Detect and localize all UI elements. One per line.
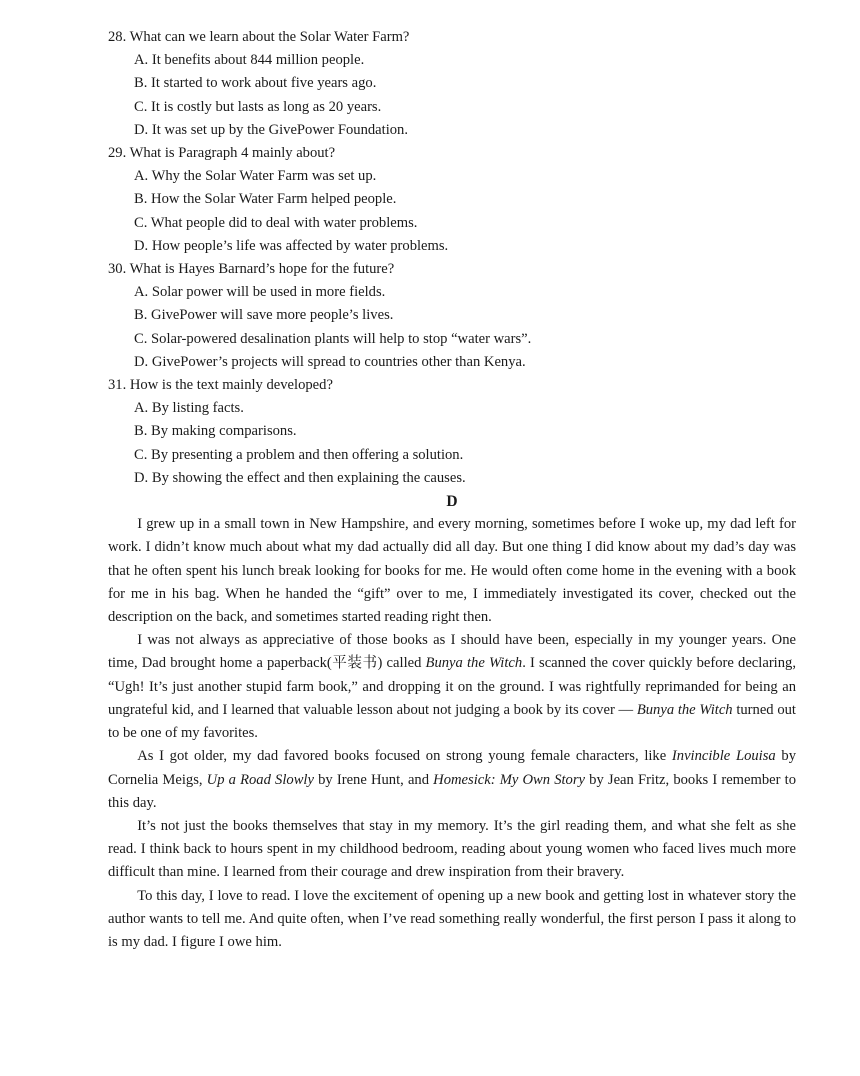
- option-b: B. By making comparisons.: [134, 423, 297, 440]
- text-run: As I got older, my dad favored books focused on strong young female characters, like: [137, 748, 672, 765]
- option-a: A. Solar power will be used in more fields.: [134, 284, 386, 301]
- option-a: A. Why the Solar Water Farm was set up.: [134, 168, 377, 185]
- text-run: by Cornelia Meigs,: [108, 748, 796, 788]
- passage-paragraph-4: It’s not just the books themselves that stay in my memory. It’s the girl reading them, and what she felt as she read. I think back to hours spent in my childhood bedroom, reading about young women who faced lives much more difficult than mine. I learned from their courage and drew inspiration from their bravery.: [108, 817, 796, 881]
- text-run: by Jean Fritz, books I remember to this day.: [108, 771, 796, 811]
- option-c: C. Solar-powered desalination plants will help to stop “water wars”.: [134, 330, 532, 347]
- text-run: . I scanned the cover quickly before declaring, “Ugh! It’s just another stupid farm book,” and dropping it on the ground. I was rightfully reprimanded for being an ungrateful kid, and I learned that valuable lesson about not judging a book by its cover —: [108, 655, 796, 718]
- option-b: B. It started to work about five years ago.: [134, 75, 377, 92]
- book-title: Bunya the Witch: [636, 701, 733, 718]
- passage-paragraph-1: I grew up in a small town in New Hampshire, and every morning, sometimes before I woke up, my dad left for work. I didn’t know much about what my dad actually did all day. But one thing I did know about my dad’s day was that he often spent his lunch break looking for books for me. He would often come home in the evening with a book for me in his bag. When he handed the “gift” over to me, I immediately investigated its cover, checked out the description on the back, and sometimes started reading right then.: [108, 516, 796, 626]
- question-30: [108, 258, 796, 374]
- reading-passage: [108, 513, 796, 954]
- book-title: Invincible Louisa: [671, 748, 776, 765]
- text-run: I was not always as appreciative of those books as I should have been, especially in my younger years. One time, Dad brought home a paperback(平装书) called: [108, 632, 796, 672]
- question-stem: 28. What can we learn about the Solar Water Farm?: [108, 29, 410, 45]
- passage-paragraph-2: [108, 629, 796, 745]
- text-run: by Irene Hunt, and: [313, 771, 434, 788]
- book-title: Bunya the Witch: [425, 655, 523, 672]
- passage-paragraph-5: To this day, I love to read. I love the excitement of opening up a new book and getting lost in whatever story the author wants to tell me. And quite often, when I’ve read something really wonderful, the first person I pass it along to is my dad. I figure I owe him.: [108, 887, 796, 950]
- question-stem: 31. How is the text mainly developed?: [108, 377, 333, 394]
- option-c: C. It is costly but lasts as long as 20 years.: [134, 98, 382, 115]
- question-stem: 29. What is Paragraph 4 mainly about?: [108, 145, 336, 162]
- question-31: [108, 374, 796, 490]
- question-stem: 30. What is Hayes Barnard’s hope for the future?: [108, 261, 395, 278]
- question-28: [108, 26, 796, 142]
- option-c: C. What people did to deal with water problems.: [134, 214, 418, 231]
- book-title: Homesick: My Own Story: [433, 771, 586, 788]
- exam-page: [108, 26, 796, 954]
- option-d: D. It was set up by the GivePower Foundation.: [134, 121, 409, 138]
- option-d: D. GivePower’s projects will spread to countries other than Kenya.: [134, 353, 526, 370]
- option-c: C. By presenting a problem and then offering a solution.: [134, 446, 464, 463]
- passage-paragraph-3: [108, 745, 796, 815]
- option-b: B. How the Solar Water Farm helped people.: [134, 191, 397, 208]
- book-title: Up a Road Slowly: [206, 771, 314, 788]
- question-29: [108, 142, 796, 258]
- option-a: A. It benefits about 844 million people.: [134, 52, 365, 69]
- option-d: D. How people’s life was affected by water problems.: [134, 237, 449, 254]
- text-run: turned out to be one of my favorites.: [108, 701, 796, 742]
- option-d: D. By showing the effect and then explaining the causes.: [134, 469, 466, 486]
- section-heading: D: [446, 493, 458, 511]
- option-b: B. GivePower will save more people’s lives.: [134, 307, 394, 324]
- option-a: A. By listing facts.: [134, 400, 244, 417]
